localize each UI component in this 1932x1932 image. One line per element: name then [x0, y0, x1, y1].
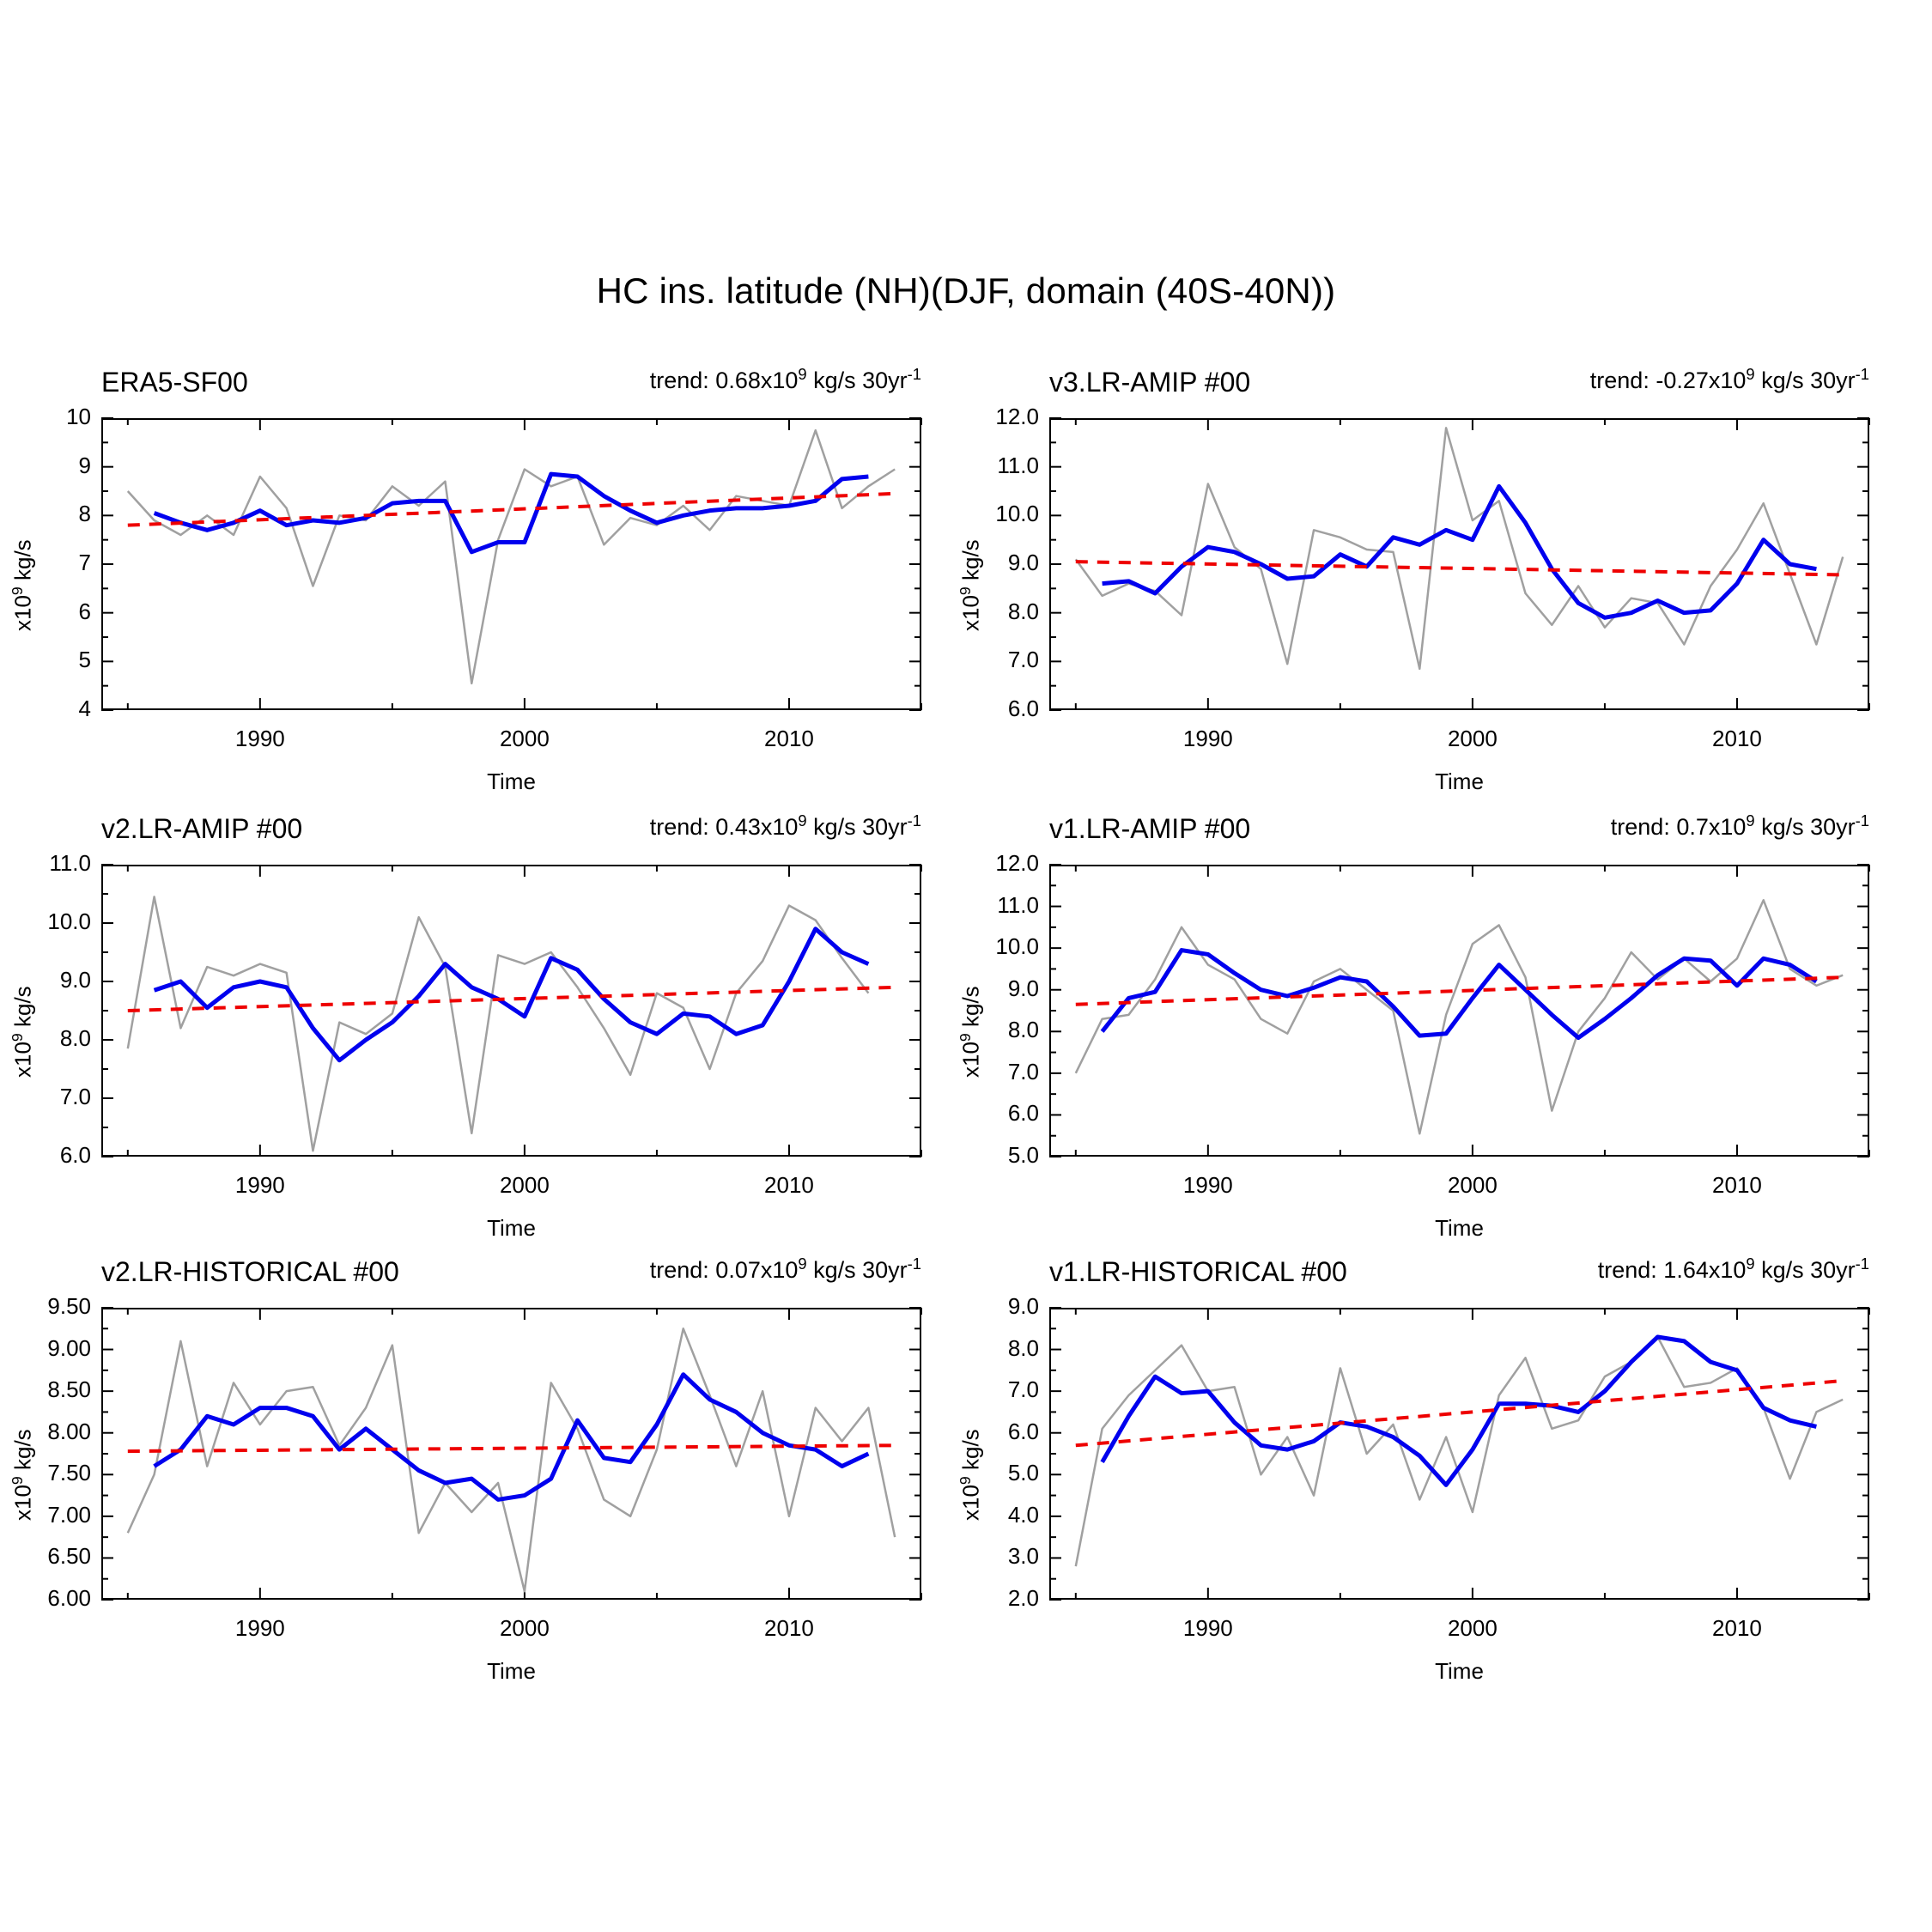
y-tick-label: 9.00	[47, 1334, 91, 1361]
y-axis-label: $x10^9$ kg/s	[9, 1429, 36, 1521]
y-tick-label: 10.0	[995, 501, 1039, 527]
y-axis-label: $x10^9$ kg/s	[9, 986, 36, 1078]
trend-annotation: trend: $1.64x10^9$ kg/s $30yr^{-1}$	[1597, 1255, 1869, 1283]
y-tick-label: 9.0	[59, 967, 91, 993]
series-layer	[101, 865, 921, 1157]
y-tick-label: 5.0	[1007, 1460, 1039, 1486]
y-axis-label: $x10^9$ kg/s	[9, 539, 36, 631]
y-tick-label: 8.0	[1007, 1334, 1039, 1361]
y-tick-label: 4	[78, 696, 91, 721]
y-tick-label: 9	[78, 452, 91, 478]
trend-line	[128, 1445, 895, 1451]
y-tick-label: 8.0	[1007, 1017, 1039, 1043]
x-tick-label: 2010	[764, 726, 814, 751]
x-axis-label: Time	[1435, 1215, 1484, 1241]
raw-series-line	[1076, 428, 1843, 668]
trend-annotation: trend: $0.07x10^9$ kg/s $30yr^{-1}$	[649, 1255, 921, 1283]
y-tick-label: 6.0	[1007, 1418, 1039, 1444]
smoothed-series-line	[1103, 951, 1817, 1038]
raw-series-line	[128, 430, 895, 683]
x-tick-label: 1990	[234, 726, 285, 751]
panel-title: v1.LR-HISTORICAL #00	[1049, 1256, 1347, 1287]
x-tick-label: 2010	[1712, 1615, 1762, 1641]
y-tick-label: 9.0	[1007, 975, 1039, 1001]
y-tick-label: 10.0	[47, 908, 91, 934]
y-tick-label: 5	[78, 647, 91, 673]
panel-title: v2.LR-HISTORICAL #00	[101, 1256, 399, 1287]
x-tick-label: 2000	[1447, 1615, 1498, 1641]
y-tick-label: 7.00	[47, 1501, 91, 1528]
x-tick-label: 1990	[1182, 1615, 1233, 1641]
x-tick-label: 2010	[1712, 1172, 1762, 1198]
y-tick-label: 8.0	[1007, 598, 1039, 624]
y-axis-label: $x10^9$ kg/s	[957, 1429, 984, 1521]
raw-series-line	[128, 896, 869, 1151]
y-tick-label: 7.0	[1007, 647, 1039, 673]
x-tick-label: 2010	[764, 1172, 814, 1198]
chart-panel-2	[957, 365, 1869, 794]
y-tick-label: 3.0	[1007, 1543, 1039, 1570]
y-axis-label: $x10^9$ kg/s	[957, 986, 984, 1078]
chart-panel-5	[9, 1255, 921, 1684]
y-tick-label: 10.0	[995, 933, 1039, 960]
chart-panel-1	[9, 365, 921, 794]
y-tick-label: 6.50	[47, 1543, 91, 1570]
y-tick-label: 12.0	[995, 404, 1039, 429]
y-tick-label: 9.0	[1007, 1293, 1039, 1319]
x-tick-label: 2000	[1447, 726, 1498, 751]
x-tick-label: 1990	[234, 1615, 285, 1641]
x-tick-label: 2010	[764, 1615, 814, 1641]
x-axis-label: Time	[487, 769, 536, 794]
x-axis-label: Time	[487, 1658, 536, 1684]
panel-title: v3.LR-AMIP #00	[1049, 367, 1251, 398]
x-tick-label: 2010	[1712, 726, 1762, 751]
smoothed-series-line	[1103, 1337, 1817, 1485]
figure-title: HC ins. latitude (NH)(DJF, domain (40S-40N))	[596, 270, 1336, 311]
y-tick-label: 7.0	[59, 1084, 91, 1109]
y-tick-label: 7.0	[1007, 1376, 1039, 1403]
y-axis-label: $x10^9$ kg/s	[957, 539, 984, 631]
y-tick-label: 8.0	[59, 1025, 91, 1051]
y-tick-label: 4.0	[1007, 1501, 1039, 1528]
smoothed-series-line	[155, 474, 869, 552]
y-tick-label: 10	[66, 404, 91, 429]
x-axis-label: Time	[1435, 769, 1484, 794]
y-tick-label: 9.50	[47, 1293, 91, 1319]
x-axis-label: Time	[1435, 1658, 1484, 1684]
x-tick-label: 2000	[499, 1172, 550, 1198]
y-tick-label: 6	[78, 598, 91, 624]
trend-annotation: trend: $-0.27x10^9$ kg/s $30yr^{-1}$	[1589, 365, 1869, 393]
chart-panel-3	[9, 811, 921, 1241]
y-tick-label: 11.0	[997, 891, 1039, 918]
trend-annotation: trend: $0.68x10^9$ kg/s $30yr^{-1}$	[649, 365, 921, 393]
y-tick-label: 8	[78, 501, 91, 527]
y-tick-label: 7.0	[1007, 1058, 1039, 1084]
raw-series-line	[1076, 1337, 1843, 1566]
y-tick-label: 2.0	[1007, 1585, 1039, 1611]
trend-line	[128, 494, 895, 526]
chart-panel-4	[957, 811, 1869, 1241]
series-layer	[1049, 418, 1869, 710]
x-tick-label: 2000	[499, 1615, 550, 1641]
x-tick-label: 1990	[234, 1172, 285, 1198]
smoothed-series-line	[1103, 486, 1817, 617]
y-tick-label: 6.0	[1007, 1100, 1039, 1127]
y-tick-label: 6.0	[1007, 696, 1039, 721]
x-tick-label: 2000	[499, 726, 550, 751]
x-tick-label: 1990	[1182, 1172, 1233, 1198]
series-layer	[1049, 1308, 1869, 1600]
series-layer	[101, 418, 921, 710]
trend-annotation: trend: $0.7x10^9$ kg/s $30yr^{-1}$	[1610, 811, 1869, 840]
y-tick-label: 8.50	[47, 1376, 91, 1403]
y-tick-label: 7	[78, 550, 91, 575]
raw-series-line	[128, 1328, 895, 1591]
smoothed-series-line	[155, 929, 869, 1060]
y-tick-label: 7.50	[47, 1460, 91, 1486]
y-tick-label: 9.0	[1007, 550, 1039, 575]
y-tick-label: 6.00	[47, 1585, 91, 1611]
y-tick-label: 5.0	[1007, 1142, 1039, 1168]
y-tick-label: 8.00	[47, 1418, 91, 1444]
y-tick-label: 6.0	[59, 1142, 91, 1168]
x-tick-label: 2000	[1447, 1172, 1498, 1198]
panel-title: v2.LR-AMIP #00	[101, 813, 303, 844]
y-tick-label: 12.0	[995, 850, 1039, 876]
x-axis-label: Time	[487, 1215, 536, 1241]
y-tick-label: 11.0	[997, 452, 1039, 478]
chart-panel-6	[957, 1255, 1869, 1684]
trend-annotation: trend: $0.43x10^9$ kg/s $30yr^{-1}$	[649, 811, 921, 840]
panel-title: v1.LR-AMIP #00	[1049, 813, 1251, 844]
series-layer	[1049, 865, 1869, 1157]
panel-title: ERA5-SF00	[101, 367, 248, 398]
x-tick-label: 1990	[1182, 726, 1233, 751]
y-tick-label: 11.0	[49, 850, 91, 876]
series-layer	[101, 1308, 921, 1600]
